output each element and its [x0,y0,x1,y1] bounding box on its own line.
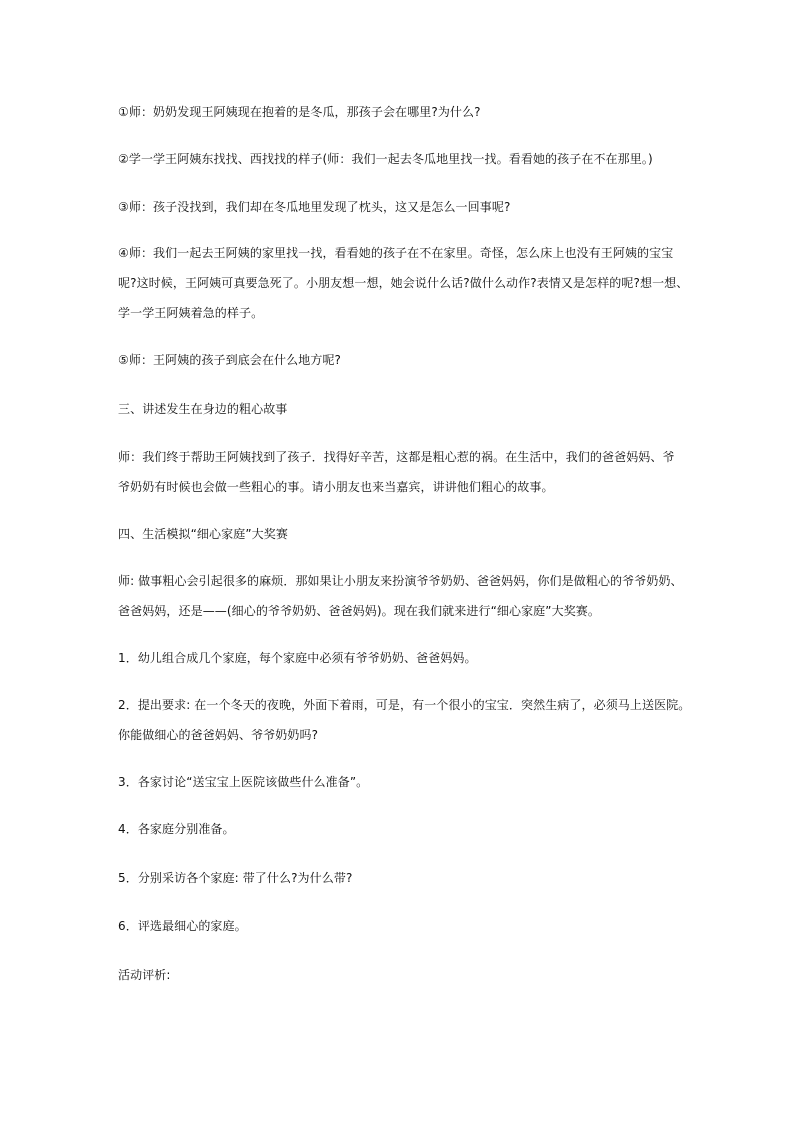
heading-line: 四、生活模拟“细心家庭”大奖赛 [118,527,288,541]
text-line: 2．提出要求: 在一个冬天的夜晚，外面下着雨，可是，有一个很小的宝宝．突然生病了，必须马上送医院。 [118,698,691,712]
activity-review-label [118,967,688,997]
paragraph-question-1 [118,104,688,134]
list-item-5 [118,870,688,900]
text-line: 5．分别采访各个家庭: 带了什么?为什么带? [118,871,353,885]
text-line: 1．幼儿组合成几个家庭，每个家庭中必须有爷爷奶奶、爸爸妈妈。 [118,651,477,665]
text-line: 3．各家讨论“送宝宝上医院该做些什么准备”。 [118,775,369,789]
text-line: 活动评析: [118,968,171,982]
list-item-3 [118,774,688,804]
text-line: ③师：孩子没找到，我们却在冬瓜地里发现了枕头，这又是怎么一回事呢? [118,200,511,214]
text-line: 爸爸妈妈，还是——(细心的爷爷奶奶、爸爸妈妈)。现在我们就来进行“细心家庭”大奖赛。 [118,604,600,618]
text-line: ②学一学王阿姨东找找、西找找的样子(师：我们一起去冬瓜地里找一找。看看她的孩子在不在那里。) [118,152,653,166]
text-line: ①师：奶奶发现王阿姨现在抱着的是冬瓜，那孩子会在哪里?为什么? [118,105,481,119]
text-line: 爷奶奶有时候也会做一些粗心的事。请小朋友也来当嘉宾，讲讲他们粗心的故事。 [118,480,554,494]
list-item-4 [118,821,688,851]
text-line: ④师：我们一起去王阿姨的家里找一找，看看她的孩子在不在家里。奇怪，怎么床上也没有王阿姨的宝宝 [118,246,674,260]
paragraph-question-3 [118,199,688,229]
text-line: 师: 做事粗心会引起很多的麻烦．那如果让小朋友来扮演爷爷奶奶、爸爸妈妈，你们是做粗心的爷爷奶奶、 [118,574,683,588]
list-item-2 [118,697,691,757]
list-item-6 [118,918,688,948]
text-line: 呢?这时候，王阿姨可真要急死了。小朋友想一想，她会说什么话?做什么动作?表情又是怎样的呢?想一想、 [118,276,689,290]
paragraph-question-4 [118,245,688,335]
list-item-1 [118,650,688,680]
section-heading-4 [118,526,688,556]
text-line: 6．评选最细心的家庭。 [118,919,247,933]
section-heading-3 [118,401,688,431]
text-line: 师：我们终于帮助王阿姨找到了孩子．找得好辛苦，这都是粗心惹的祸。在生活中，我们的爸爸妈妈、爷 [118,450,675,464]
paragraph-question-2 [118,151,688,181]
text-line: ⑤师：王阿姨的孩子到底会在什么地方呢? [118,353,342,367]
heading-line: 三、讲述发生在身边的粗心故事 [118,402,288,416]
text-line: 你能做细心的爸爸妈妈、爷爷奶奶吗? [118,728,319,742]
text-line: 4．各家庭分别准备。 [118,822,235,836]
paragraph-teacher-contest [118,573,688,633]
paragraph-question-5 [118,352,688,382]
paragraph-teacher-story [118,449,688,509]
text-line: 学一学王阿姨着急的样子。 [118,306,264,320]
